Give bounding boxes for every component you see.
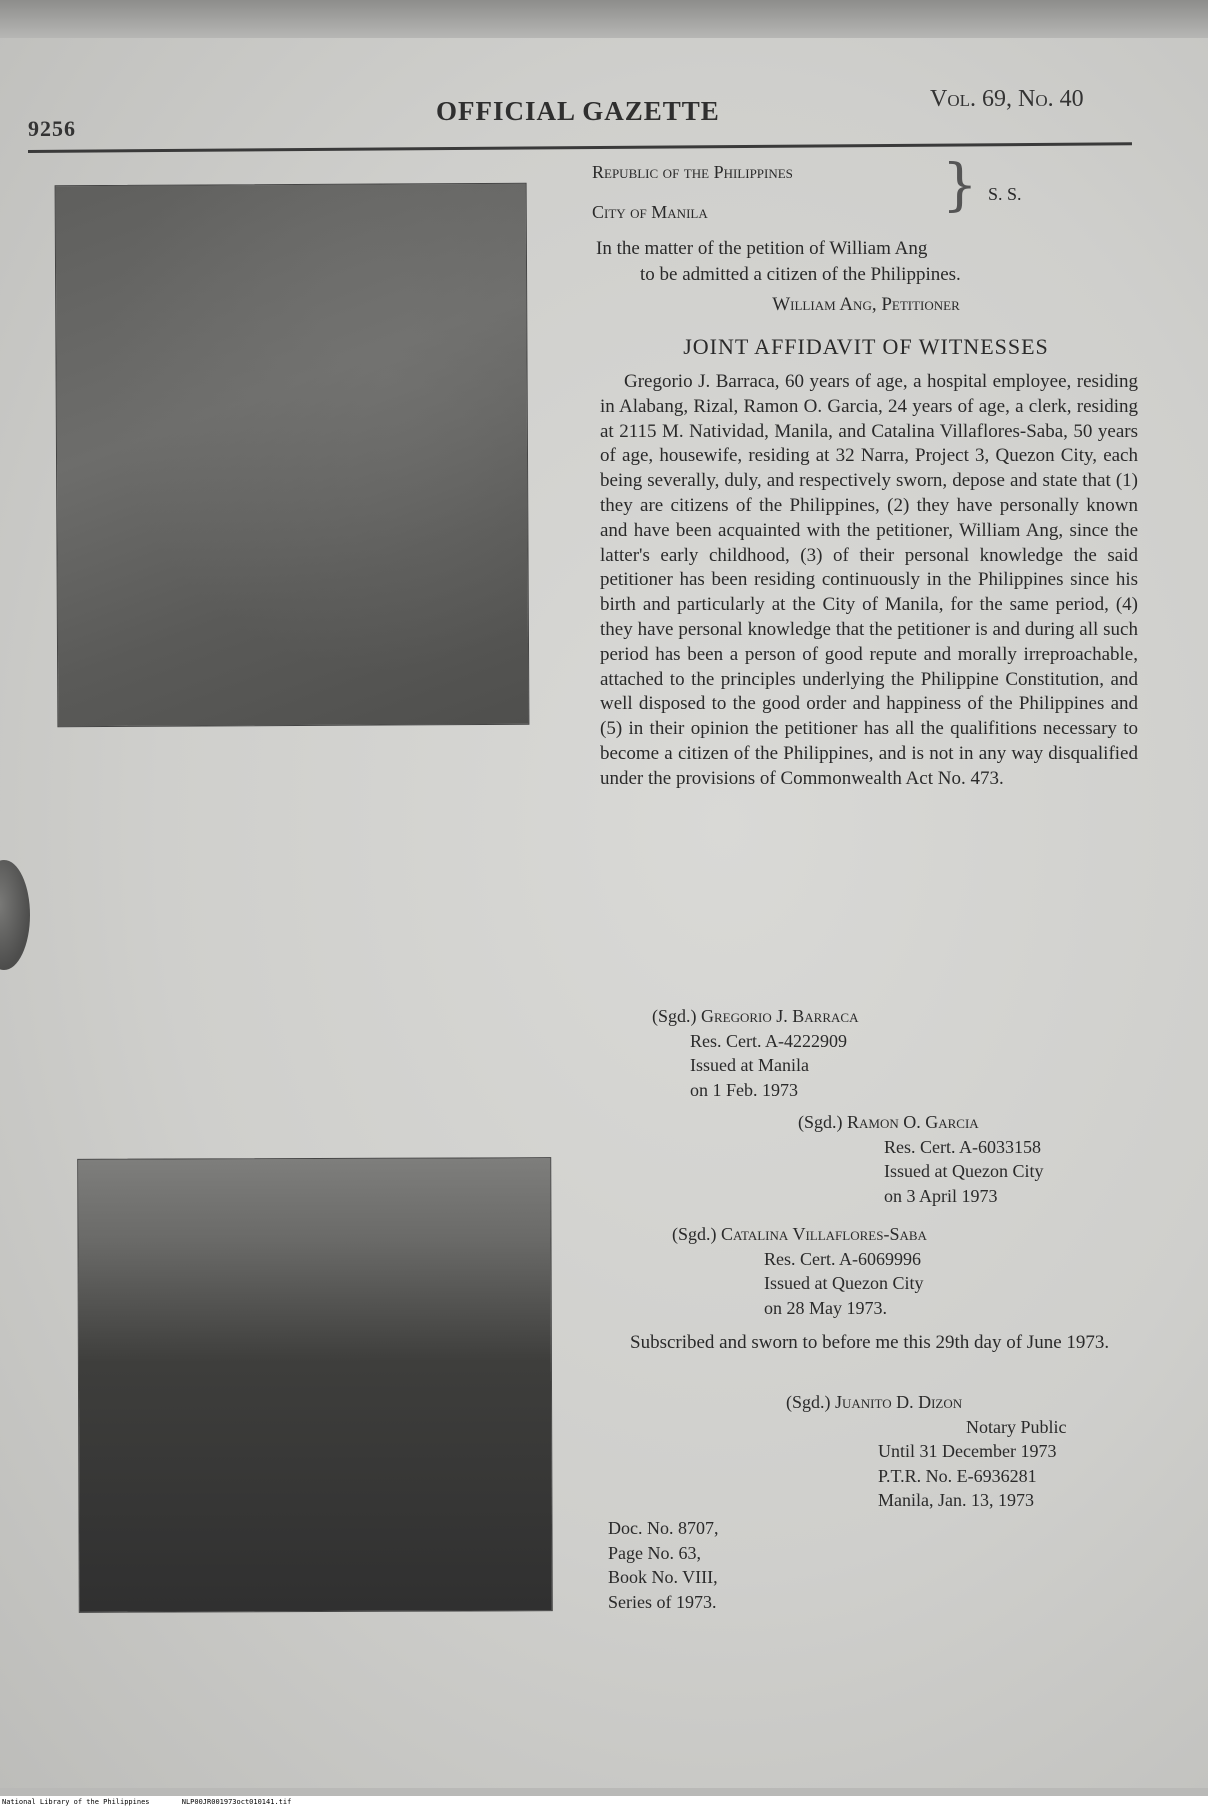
signatory-name: Gregorio J. Barraca xyxy=(701,1006,859,1026)
notary-title: Notary Public xyxy=(966,1416,1067,1437)
issued-date: on 1 Feb. 1973 xyxy=(690,1079,798,1100)
page-number-ref: Page No. 63, xyxy=(608,1542,701,1563)
issued-date: on 28 May 1973. xyxy=(764,1297,887,1318)
document-info xyxy=(608,1516,719,1614)
affidavit-title: JOINT AFFIDAVIT OF WITNESSES xyxy=(683,334,1049,359)
issued-at: Issued at Quezon City xyxy=(764,1273,924,1293)
sgd-label: (Sgd.) xyxy=(786,1392,831,1412)
affidavit-body: Gregorio J. Barraca, 60 years of age, a hospital employee, residing in Alabang, Rizal, Ramon O. Garcia, 24 years of age, a clerk, residing at 2115 M. Natividad, Manila, and Catalina Villaflores-Saba, 50 years of age, housewife, residing at 32 Narra, Project 3, Quezon City, each being severally, duly, and respectively sworn, depose and state that (1) they are citizens of the Philippines, (2) they have personally known and have been acquainted with the petitioner, William Ang, since the latter's early childhood, (3) of their personal knowledge the said petitioner has been residing continuously in the Philippines since his birth and particularly at the City of Manila, for the same period, (4) they have personal knowledge that the petitioner is and during all such period has been a person of good repute and morally irreproachable, attached to the principles underlying the Philippine Constitution, and well disposed to the good order and happiness of the Philippines and (5) in their opinion the petitioner has all the qualifitions necessary to become a citizen of the Philippines, and is not in any way disqualified under the provisions of Commonwealth Act No. 473. xyxy=(600,371,1138,789)
petitioner-line: William Ang, Petitioner xyxy=(772,294,960,315)
footer-filename: NLP00JR001973oct010141.tif xyxy=(181,1798,292,1806)
ss-label: S. S. xyxy=(988,184,1022,204)
jurisdiction-block xyxy=(592,153,1022,234)
issued-at: Issued at Manila xyxy=(690,1055,809,1075)
sgd-label: (Sgd.) xyxy=(652,1006,697,1026)
brace-glyph: } xyxy=(942,153,978,218)
notary-ptr: P.T.R. No. E-6936281 xyxy=(878,1465,1037,1486)
issued-date: on 3 April 1973 xyxy=(884,1185,998,1206)
notary-place-date: Manila, Jan. 13, 1973 xyxy=(878,1490,1034,1510)
photograph-top xyxy=(55,183,530,727)
sgd-label: (Sgd.) xyxy=(798,1112,843,1132)
sgd-label: (Sgd.) xyxy=(672,1224,717,1244)
notary-name: Juanito D. Dizon xyxy=(835,1392,963,1412)
photograph-bottom xyxy=(77,1157,553,1613)
matter-line-2: to be admitted a citizen of the Philippines. xyxy=(640,264,961,285)
volume-number: Vol. 69, No. 40 xyxy=(930,86,1084,112)
issued-at: Issued at Quezon City xyxy=(884,1161,1044,1181)
notary-until: Until 31 December 1973 xyxy=(878,1441,1057,1461)
jurisdiction-city: City of Manila xyxy=(592,202,708,222)
gazette-title: OFFICIAL GAZETTE xyxy=(436,96,720,126)
book-number: Book No. VIII, xyxy=(608,1567,718,1587)
footer-source: National Library of the Philippines xyxy=(2,1798,150,1806)
residence-cert: Res. Cert. A-6069996 xyxy=(764,1248,921,1269)
subscribed-sworn-text: Subscribed and sworn to before me this 29th day of June 1973. xyxy=(630,1332,1110,1353)
residence-cert: Res. Cert. A-6033158 xyxy=(884,1136,1041,1157)
doc-number: Doc. No. 8707, xyxy=(608,1518,719,1538)
scan-footer xyxy=(0,1796,1208,1808)
signature-block-barraca xyxy=(652,1004,858,1102)
signatory-name: Ramon O. Garcia xyxy=(847,1112,979,1132)
notary-block xyxy=(786,1390,1067,1513)
signature-block-villaflores-saba xyxy=(672,1222,927,1320)
page-number: 9256 xyxy=(28,116,76,141)
scan-top-edge xyxy=(0,0,1208,40)
series-year: Series of 1973. xyxy=(608,1591,717,1612)
residence-cert: Res. Cert. A-4222909 xyxy=(690,1030,847,1051)
signature-block-garcia xyxy=(798,1110,1043,1208)
jurisdiction-republic: Republic of the Philippines xyxy=(592,162,793,182)
signatory-name: Catalina Villaflores-Saba xyxy=(721,1224,927,1244)
matter-line-1: In the matter of the petition of William Ang xyxy=(596,238,928,259)
matter-caption xyxy=(596,236,1136,288)
